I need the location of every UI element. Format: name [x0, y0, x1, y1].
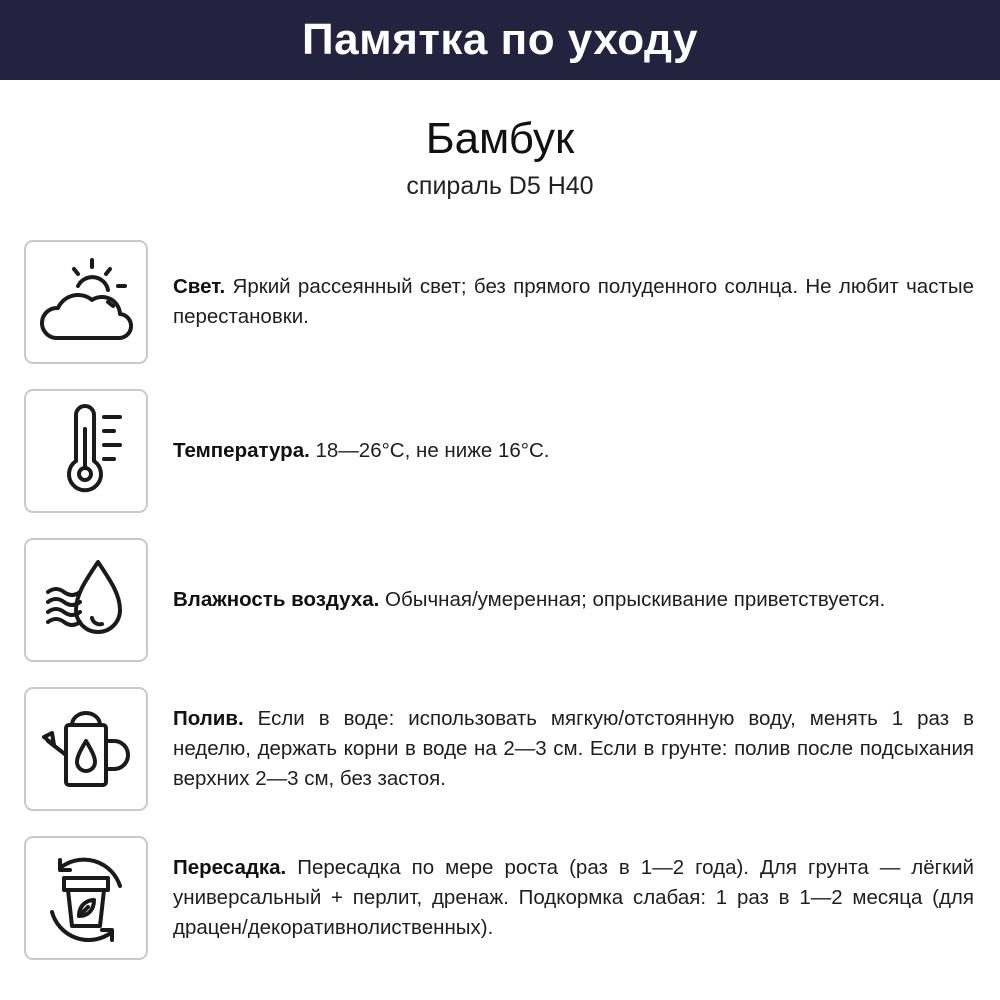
care-label: Температура.: [173, 438, 310, 462]
care-label: Пересадка.: [173, 855, 287, 879]
care-description: Если в воде: использовать мягкую/отстоянную воду, менять 1 раз в неделю, держать корни в воде на 2—3 см. Если в грунте: полив после подсыхания верхних 2—3 см, без застоя.: [173, 706, 974, 790]
care-text-watering: [173, 704, 974, 794]
care-description: 18—26°C, не ниже 16°C.: [309, 438, 550, 462]
title-block: [0, 114, 1000, 202]
watering-can-icon: [34, 697, 138, 801]
plant-name: Бамбук: [425, 114, 575, 163]
care-item-watering: [24, 685, 976, 812]
care-text-light: [173, 272, 974, 332]
icon-box-watering: [24, 687, 148, 811]
sun-cloud-icon: [34, 250, 138, 354]
care-text-repotting: [173, 853, 974, 943]
care-item-light: [24, 238, 976, 365]
care-text-temperature: [173, 436, 974, 466]
care-label: Влажность воздуха.: [173, 587, 380, 611]
care-item-humidity: [24, 536, 976, 663]
care-label: Полив.: [173, 706, 244, 730]
thermometer-icon: [34, 399, 138, 503]
icon-box-repotting: [24, 836, 148, 960]
icon-box-humidity: [24, 538, 148, 662]
care-description: Яркий рассеянный свет; без прямого полуденного солнца. Не любит частые перестановки.: [173, 274, 974, 328]
care-item-temperature: [24, 387, 976, 514]
repot-icon: [34, 846, 138, 950]
header-bar: [0, 0, 1000, 80]
humidity-drop-icon: [34, 548, 138, 652]
page-title: Памятка по уходу: [302, 15, 698, 64]
care-description: Пересадка по мере роста (раз в 1—2 года). Для грунта — лёгкий универсальный + перлит, дренаж. Подкормка слабая: 1 раз в 1—2 месяца (для драцен/декоративнолиственных).: [173, 855, 974, 939]
plant-variant: спираль D5 H40: [406, 172, 594, 200]
care-text-humidity: [173, 585, 974, 615]
care-item-repotting: [24, 834, 976, 961]
care-description: Обычная/умеренная; опрыскивание приветствуется.: [379, 587, 886, 611]
care-label: Свет.: [173, 274, 226, 298]
icon-box-temperature: [24, 389, 148, 513]
icon-box-light: [24, 240, 148, 364]
care-list: [24, 238, 976, 983]
